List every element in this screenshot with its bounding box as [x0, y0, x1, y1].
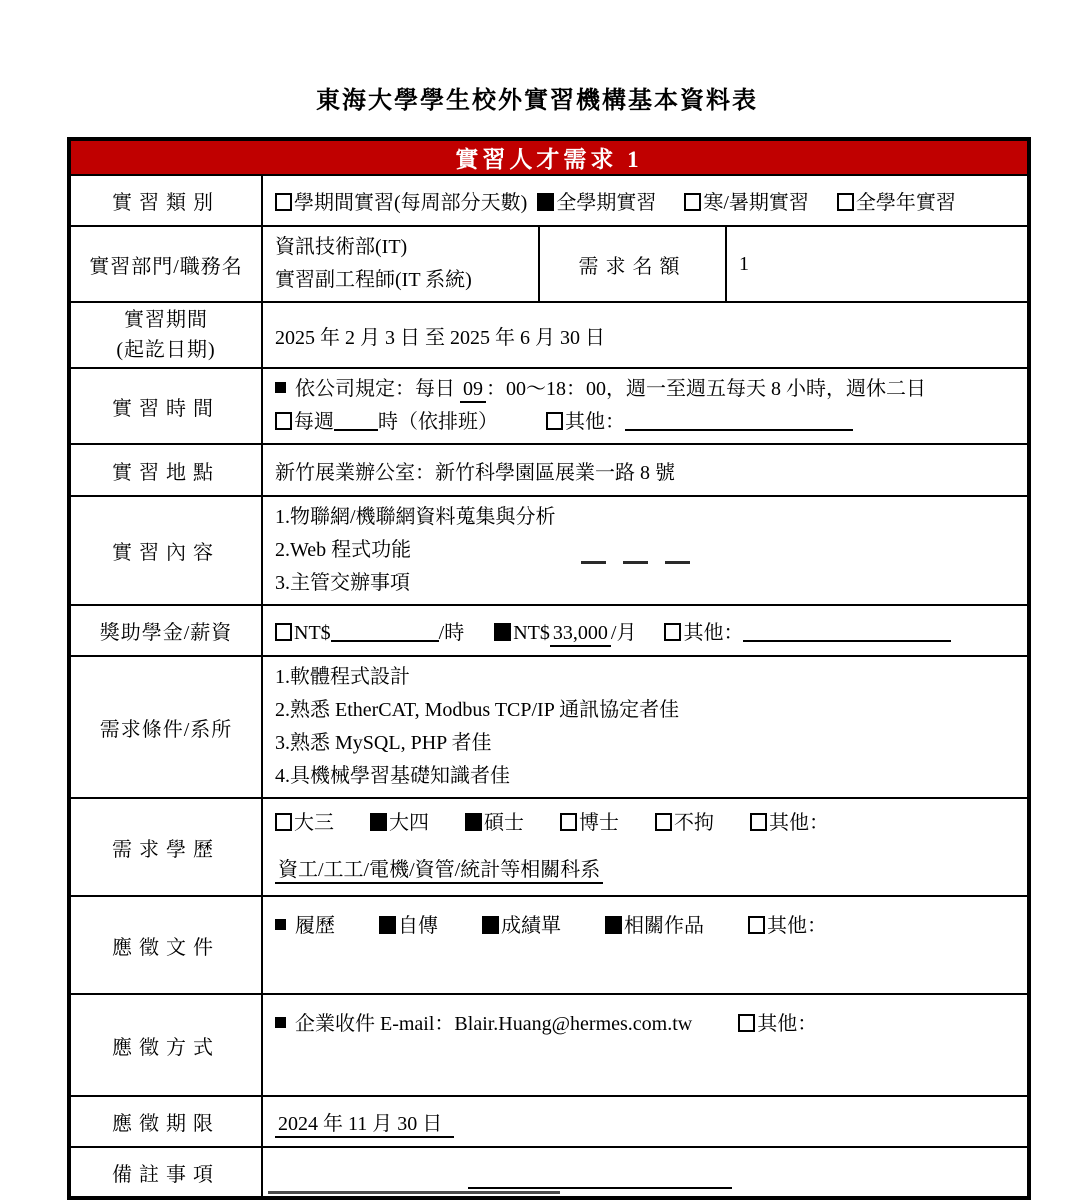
form-table — [67, 137, 1031, 1200]
option-full-semester: 全學期實習 — [537, 186, 656, 215]
hours-company-rule: 依公司規定：每日 09 ：00～18：00，週一至週五每天 8 小時，週休二日 — [275, 373, 1019, 406]
header-banner: 實習人才需求 1 — [69, 139, 1029, 175]
row-label-type: 實習類別 — [69, 175, 262, 226]
requirement-line: 1.軟體程式設計 — [275, 666, 410, 688]
option-portfolio: 相關作品 — [605, 909, 704, 938]
deadline-cell — [262, 1096, 1029, 1147]
option-semester-partial: 學期間實習(每周部分天數) — [275, 186, 527, 215]
option-resume: 履歷 — [275, 909, 335, 938]
hours-other-blank-field — [625, 413, 853, 431]
option-documents-other: 其他： — [748, 909, 827, 938]
checkbox-unchecked-icon — [275, 623, 292, 641]
education-departments: 資工/工工/電機/資管/統計等相關科系 — [275, 854, 1019, 887]
checkbox-unchecked-icon — [738, 1014, 755, 1032]
checkbox-checked-icon — [465, 813, 482, 831]
filled-square-bullet-icon — [275, 919, 286, 930]
content-dash-marks — [581, 547, 707, 570]
quota-value: 1 — [726, 226, 1029, 302]
location-value: 新竹展業辦公室：新竹科學園區展業一路 8 號 — [262, 444, 1029, 496]
hours-cell — [262, 368, 1029, 444]
weekly-hours-blank-field — [334, 413, 378, 431]
row-label-salary: 獎助學金/薪資 — [69, 605, 262, 656]
option-autobiography: 自傳 — [379, 909, 438, 938]
quota-label: 需求名額 — [539, 226, 726, 302]
filled-square-bullet-icon — [275, 382, 286, 393]
row-label-department: 實習部門/職務名 — [69, 226, 262, 302]
content-line: 2.Web 程式功能 — [275, 539, 412, 561]
requirement-line: 4.具機械學習基礎知識者佳 — [275, 765, 510, 787]
education-cell — [262, 798, 1029, 896]
content-cell — [262, 496, 1029, 605]
apply-method-cell — [262, 994, 1029, 1096]
checkbox-unchecked-icon — [684, 193, 701, 211]
checkbox-unchecked-icon — [837, 193, 854, 211]
salary-other-blank-field — [743, 624, 951, 642]
option-phd: 博士 — [560, 807, 619, 840]
education-options — [275, 807, 1019, 840]
content-line: 1.物聯網/機聯網資料蒐集與分析 — [275, 506, 556, 528]
option-master: 碩士 — [465, 807, 524, 840]
start-time-value: 09 — [460, 378, 486, 403]
option-education-other: 其他： — [750, 807, 829, 840]
department-cell — [262, 226, 539, 302]
option-hourly-pay: NT$ /時 — [275, 616, 464, 645]
page-bottom-line — [268, 1191, 560, 1194]
option-winter-summer: 寒/暑期實習 — [684, 186, 809, 215]
documents-cell — [262, 896, 1029, 994]
checkbox-checked-icon — [370, 813, 387, 831]
row-label-content: 實習內容 — [69, 496, 262, 605]
option-senior: 大四 — [370, 807, 429, 840]
row-label-deadline: 應徵期限 — [69, 1096, 262, 1147]
option-any: 不拘 — [655, 807, 714, 840]
row-label-documents: 應徵文件 — [69, 896, 262, 994]
checkbox-unchecked-icon — [655, 813, 672, 831]
option-junior: 大三 — [275, 807, 334, 840]
option-monthly-pay: NT$ 33,000 /月 — [494, 616, 636, 645]
option-apply-email: 企業收件 E-mail：Blair.Huang@hermes.com.tw — [275, 1007, 692, 1036]
checkbox-unchecked-icon — [275, 412, 292, 430]
filled-square-bullet-icon — [275, 1017, 286, 1028]
checkbox-unchecked-icon — [275, 813, 292, 831]
checkbox-unchecked-icon — [560, 813, 577, 831]
option-salary-other: 其他： — [664, 616, 951, 645]
hourly-amount-blank-field — [331, 624, 439, 642]
notes-blank-field — [468, 1187, 732, 1189]
requirements-cell — [262, 656, 1029, 798]
row-label-hours: 實習時間 — [69, 368, 262, 444]
checkbox-checked-icon — [537, 193, 554, 211]
content-line: 3.主管交辦事項 — [275, 572, 410, 594]
deadline-value: 2024 年 11 月 30 日 — [275, 1113, 454, 1138]
option-full-year: 全學年實習 — [837, 186, 956, 215]
checkbox-checked-icon — [605, 916, 622, 934]
row-value-type — [262, 175, 1029, 226]
checkbox-unchecked-icon — [750, 813, 767, 831]
monthly-amount-value: 33,000 — [550, 622, 611, 647]
requirement-line: 3.熟悉 MySQL, PHP 者佳 — [275, 732, 492, 754]
row-label-education: 需求學歷 — [69, 798, 262, 896]
hours-alternatives: 每週 時（依排班） 其他： — [275, 406, 1019, 439]
department-line2: 實習副工程師(IT 系統) — [275, 269, 472, 291]
checkbox-checked-icon — [379, 916, 396, 934]
row-label-period: 實習期間 (起訖日期) — [69, 302, 262, 368]
option-transcript: 成績單 — [482, 909, 561, 938]
salary-cell — [262, 605, 1029, 656]
row-label-requirements: 需求條件/系所 — [69, 656, 262, 798]
row-label-notes: 備註事項 — [69, 1147, 262, 1198]
row-label-apply-method: 應徵方式 — [69, 994, 262, 1096]
checkbox-unchecked-icon — [546, 412, 563, 430]
checkbox-checked-icon — [482, 916, 499, 934]
checkbox-unchecked-icon — [748, 916, 765, 934]
period-value: 2025 年 2 月 3 日 至 2025 年 6 月 30 日 — [262, 302, 1029, 368]
requirement-line: 2.熟悉 EtherCAT, Modbus TCP/IP 通訊協定者佳 — [275, 699, 680, 721]
row-label-location: 實習地點 — [69, 444, 262, 496]
checkbox-checked-icon — [494, 623, 511, 641]
checkbox-unchecked-icon — [275, 193, 292, 211]
department-line1: 資訊技術部(IT) — [275, 236, 408, 258]
option-apply-other: 其他： — [738, 1007, 817, 1036]
page-title: 東海大學學生校外實習機構基本資料表 — [316, 88, 758, 114]
checkbox-unchecked-icon — [664, 623, 681, 641]
